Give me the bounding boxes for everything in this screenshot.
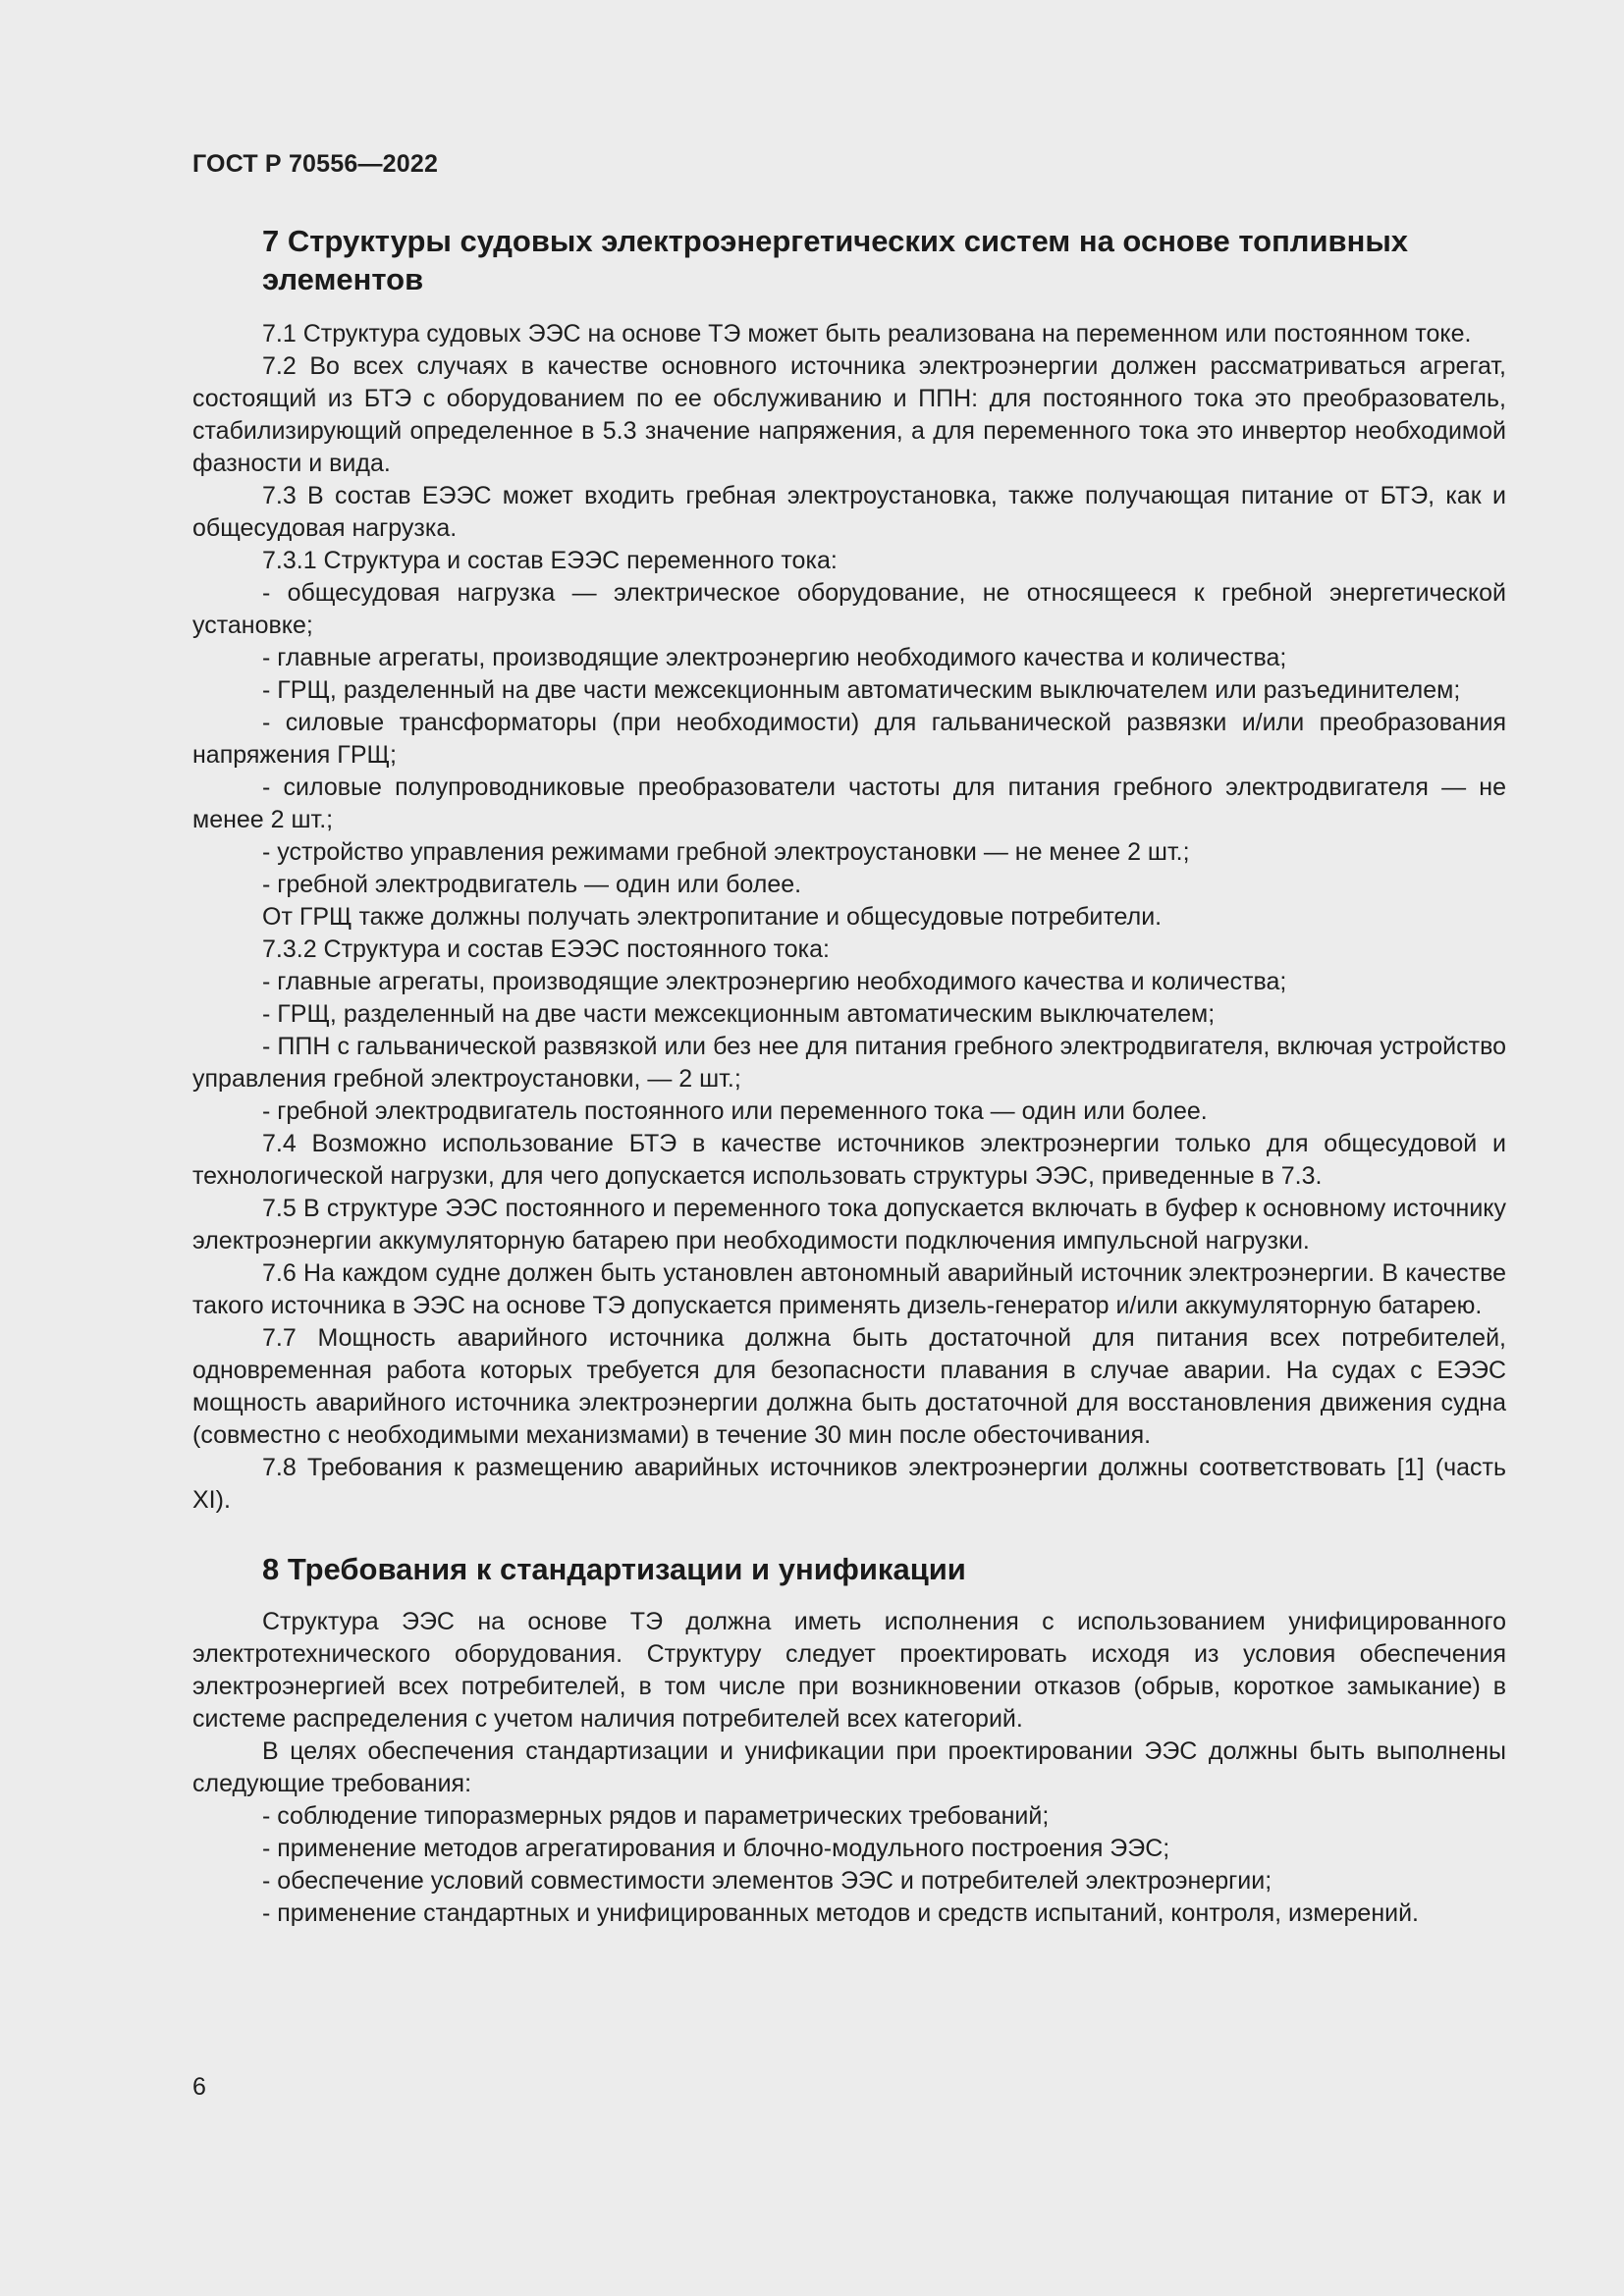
paragraph-7-6: 7.6 На каждом судне должен быть установлен автономный аварийный источник электроэнергии. В качестве такого источника в ЭЭС на основе ТЭ допускается применять дизель-генератор и/или аккумуляторную батарею. bbox=[192, 1259, 1506, 1319]
list-item-ac-control: - устройство управления режимами гребной электроустановки — не менее 2 шт.; bbox=[262, 838, 1190, 866]
list-item-dc-main-units: - главные агрегаты, производящие электроэнергию необходимого качества и количества; bbox=[262, 968, 1287, 995]
paragraph-ac-note: От ГРЩ также должны получать электропитание и общесудовые потребители. bbox=[262, 903, 1163, 931]
paragraph-7-7: 7.7 Мощность аварийного источника должна быть достаточной для питания всех потребителей, одновременная работа которых требуется для безопасности плавания в случае аварии. На судах с ЕЭЭС мощность аварийного источника электроэнергии должна быть достаточной для восстановления движения судна (совместно с необходимыми механизмами) в течение 30 мин после обесточивания. bbox=[192, 1324, 1506, 1449]
document-code: ГОСТ Р 70556—2022 bbox=[192, 150, 439, 178]
list-item-ac-switchboard: - ГРЩ, разделенный на две части межсекционным автоматическим выключателем или разъединителем; bbox=[262, 676, 1461, 704]
list-item-ac-load: - общесудовая нагрузка — электрическое оборудование, не относящееся к гребной энергетической установке; bbox=[192, 579, 1506, 639]
list-item-dc-switchboard: - ГРЩ, разделенный на две части межсекционным автоматическим выключателем; bbox=[262, 1000, 1216, 1028]
section-8-body bbox=[192, 1606, 1506, 1930]
paragraph-7-5: 7.5 В структуре ЭЭС постоянного и переменного тока допускается включать в буфер к основному источнику электроэнергии аккумуляторную батарею при необходимости подключения импульсной нагрузки. bbox=[192, 1195, 1506, 1255]
section-7-body bbox=[192, 318, 1506, 1517]
section-7-heading: 7 Структуры судовых электроэнергетических систем на основе топливных элементов bbox=[262, 224, 1409, 296]
paragraph-8-requirements: В целях обеспечения стандартизации и унификации при проектировании ЭЭС должны быть выполнены следующие требования: bbox=[192, 1737, 1506, 1797]
list-item-ac-transformers: - силовые трансформаторы (при необходимости) для гальванической развязки и/или преобразования напряжения ГРЩ; bbox=[192, 709, 1506, 769]
page-number: 6 bbox=[192, 2073, 206, 2101]
list-item-size-series: - соблюдение типоразмерных рядов и параметрических требований; bbox=[262, 1802, 1050, 1830]
list-item-dc-motor: - гребной электродвигатель постоянного или переменного тока — один или более. bbox=[262, 1097, 1208, 1125]
list-item-ac-main-units: - главные агрегаты, производящие электроэнергию необходимого качества и количества; bbox=[262, 644, 1287, 671]
paragraph-7-1: 7.1 Структура судовых ЭЭС на основе ТЭ может быть реализована на переменном или постоянном токе. bbox=[262, 320, 1472, 347]
page-content bbox=[192, 222, 1506, 1930]
paragraph-7-3-1: 7.3.1 Структура и состав ЕЭЭС переменного тока: bbox=[262, 547, 838, 574]
list-item-testing: - применение стандартных и унифицированных методов и средств испытаний, контроля, измерений. bbox=[262, 1899, 1420, 1927]
paragraph-8-intro: Структура ЭЭС на основе ТЭ должна иметь исполнения с использованием унифицированного электротехнического оборудования. Структуру следует проектировать исходя из условия обеспечения электроэнергией всех потребителей, в том числе при возникновении отказов (обрыв, короткое замыкание) в системе распределения с учетом наличия потребителей всех категорий. bbox=[192, 1608, 1506, 1733]
paragraph-7-3: 7.3 В состав ЕЭЭС может входить гребная электроустановка, также получающая питание от БТЭ, как и общесудовая нагрузка. bbox=[192, 482, 1506, 542]
list-item-dc-ppn: - ППН с гальванической развязкой или без нее для питания гребного электродвигателя, включая устройство управления гребной электроустановки, — 2 шт.; bbox=[192, 1033, 1506, 1093]
paragraph-7-2: 7.2 Во всех случаях в качестве основного источника электроэнергии должен рассматриваться агрегат, состоящий из БТЭ с оборудованием по ее обслуживанию и ППН: для постоянного тока это преобразователь, стабилизирующий определенное в 5.3 значение напряжения, а для переменного тока это инвертор необходимой фазности и вида. bbox=[192, 352, 1506, 477]
paragraph-7-3-2: 7.3.2 Структура и состав ЕЭЭС постоянного тока: bbox=[262, 935, 831, 963]
list-item-aggregation: - применение методов агрегатирования и блочно-модульного построения ЭЭС; bbox=[262, 1835, 1170, 1862]
list-item-ac-converters: - силовые полупроводниковые преобразователи частоты для питания гребного электродвигателя — не менее 2 шт.; bbox=[192, 774, 1506, 833]
paragraph-7-8: 7.8 Требования к размещению аварийных источников электроэнергии должны соответствовать [1] (часть XI). bbox=[192, 1454, 1506, 1514]
list-item-ac-motor: - гребной электродвигатель — один или более. bbox=[262, 871, 802, 898]
section-8-heading: 8 Требования к стандартизации и унификации bbox=[262, 1552, 966, 1586]
paragraph-7-4: 7.4 Возможно использование БТЭ в качестве источников электроэнергии только для общесудовой и технологической нагрузки, для чего допускается использовать структуры ЭЭС, приведенные в 7.3. bbox=[192, 1130, 1506, 1190]
list-item-compatibility: - обеспечение условий совместимости элементов ЭЭС и потребителей электроэнергии; bbox=[262, 1867, 1272, 1895]
